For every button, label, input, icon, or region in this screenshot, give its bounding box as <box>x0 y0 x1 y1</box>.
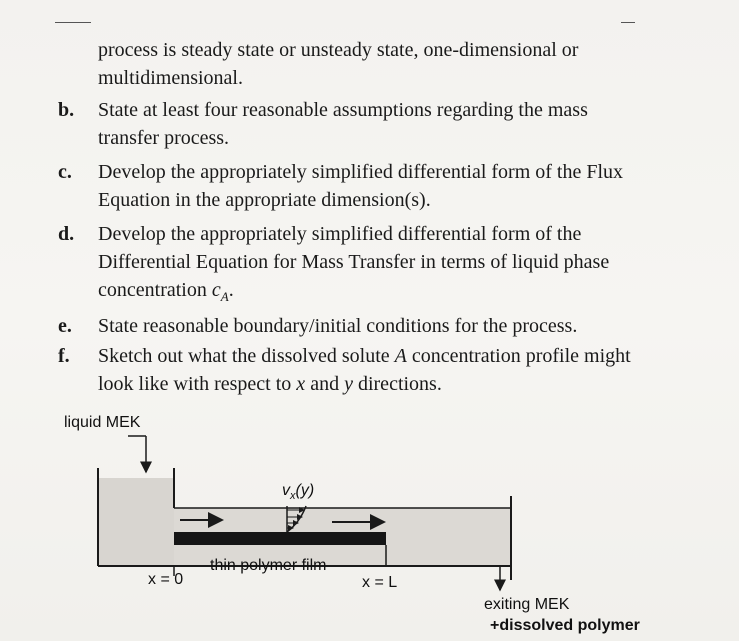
velocity-label <box>282 482 314 502</box>
item-e-text: State reasonable boundary/initial conditions for the process. <box>98 315 578 337</box>
item-d-text-end: . <box>228 279 234 301</box>
item-b-text: State at least four reasonable assumptions regarding the mass transfer process. <box>98 99 588 149</box>
velocity-symbol: v <box>282 482 290 499</box>
item-f-text-1: Sketch out what the dissolved solute <box>98 345 395 367</box>
exit-label-line2: +dissolved polymer <box>490 617 640 634</box>
y-symbol: y <box>344 373 353 395</box>
solute-symbol: A <box>394 345 407 367</box>
x-start-label: x = 0 <box>148 571 184 588</box>
item-d-text-main: Develop the appropriately simplified differential form of the Differential Equation for Mass Transfer in terms of liquid phase concentration <box>98 223 610 301</box>
exit-label-line1: exiting MEK <box>484 596 570 613</box>
item-d-marker: d. <box>58 223 75 245</box>
polymer-film <box>174 532 386 545</box>
concentration-symbol: c <box>211 279 221 301</box>
inlet-label: liquid MEK <box>64 414 141 431</box>
item-f-text-2: concentration profile might look like with respect to <box>98 345 631 395</box>
item-c-marker: c. <box>58 161 72 183</box>
x-end-label: x = L <box>362 574 398 591</box>
item-f-marker: f. <box>58 345 70 367</box>
item-e-marker: e. <box>58 315 72 337</box>
film-label: thin polymer film <box>210 557 327 574</box>
item-f-text-3: and <box>305 373 345 395</box>
item-f-text-4: directions. <box>352 373 442 395</box>
concentration-subscript: A <box>220 289 229 304</box>
velocity-argument: (y) <box>295 482 315 499</box>
velocity-subscript: x <box>290 490 296 503</box>
x-symbol: x <box>296 373 306 395</box>
item-b-marker: b. <box>58 99 75 121</box>
inlet-reservoir-liquid <box>98 478 174 566</box>
item-c-text: Develop the appropriately simplified differential form of the Flux Equation in the appropriate dimension(s). <box>98 161 624 211</box>
item-a-text: process is steady state or unsteady state, one-dimensional or multidimensional. <box>98 39 579 89</box>
